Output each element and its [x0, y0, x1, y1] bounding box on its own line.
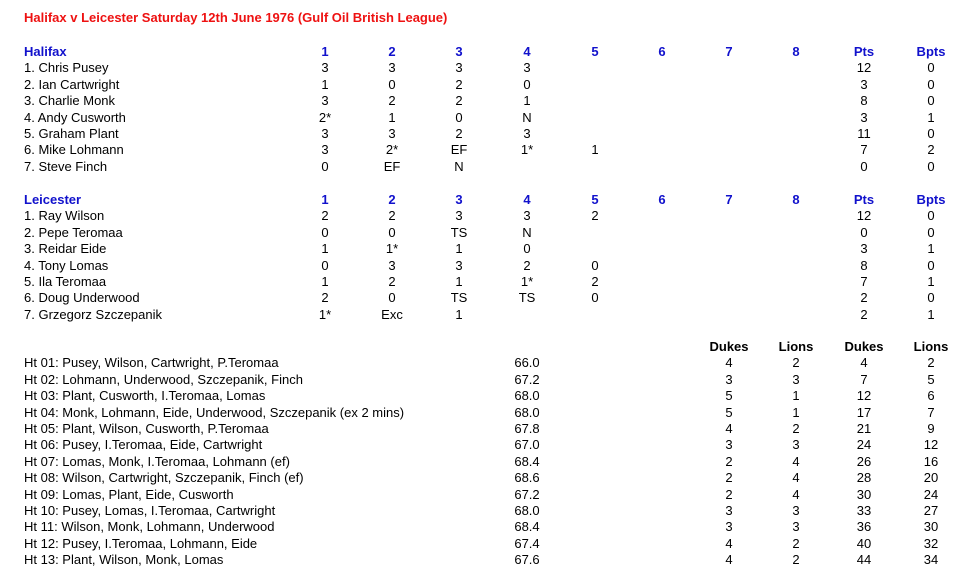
heat-dukes-total: 36 [856, 519, 872, 535]
heat-description: Ht 06: Pusey, I.Teromaa, Eide, Cartwright [24, 437, 263, 453]
heat-score: 1* [520, 142, 534, 158]
heat-row [0, 470, 979, 486]
heat-dukes-total: 17 [856, 404, 872, 420]
rider-points: 7 [860, 274, 868, 289]
heat-score: TS [450, 224, 468, 240]
heat-dukes-points: 2 [725, 470, 733, 486]
heat-score: 3 [321, 93, 329, 109]
column-header: 8 [792, 192, 800, 207]
heat-score: 2 [591, 208, 599, 224]
heat-lions-points: 2 [792, 355, 800, 371]
heat-time: 67.4 [514, 535, 540, 551]
heat-dukes-points: 5 [725, 404, 733, 420]
rider-row [0, 274, 979, 290]
heat-dukes-total: 33 [856, 503, 872, 518]
rider-points: 3 [860, 241, 868, 257]
heat-row [0, 405, 979, 421]
heat-score: 3 [455, 60, 463, 76]
rider-bonus-points: 0 [927, 224, 935, 240]
heat-score: 0 [388, 290, 396, 306]
heat-dukes-total: 7 [860, 371, 868, 387]
rider-name: 2. Ian Cartwright [24, 76, 120, 92]
heat-score: 0 [321, 257, 329, 273]
heat-lions-points: 1 [792, 404, 800, 420]
heat-score: 1 [388, 109, 396, 125]
heat-lions-total: 20 [923, 470, 939, 486]
heat-time: 68.0 [514, 503, 540, 518]
rider-points: 2 [860, 306, 868, 322]
rider-name: 6. Doug Underwood [24, 290, 140, 306]
heat-column-header: Dukes [844, 339, 884, 354]
column-header: 8 [792, 44, 800, 59]
rider-points: 11 [857, 126, 871, 141]
heat-description: Ht 03: Plant, Cusworth, I.Teromaa, Lomas [24, 388, 266, 404]
heat-time: 68.4 [514, 453, 540, 469]
rider-name: 3. Reidar Eide [24, 241, 107, 257]
column-header: 7 [725, 44, 733, 59]
heat-lions-total: 6 [927, 388, 935, 404]
heat-dukes-points: 2 [725, 486, 733, 502]
heat-dukes-total: 30 [856, 486, 872, 502]
heat-row [0, 536, 979, 552]
column-header: 7 [725, 192, 733, 207]
rider-points: 12 [856, 60, 872, 76]
rider-row [0, 208, 979, 224]
rider-row [0, 126, 979, 142]
rider-row [0, 290, 979, 306]
rider-row [0, 159, 979, 175]
column-header: 2 [388, 192, 396, 207]
heat-score: 2 [321, 208, 329, 224]
rider-name: 7. Steve Finch [24, 158, 108, 174]
heat-row [0, 388, 979, 404]
heat-dukes-points: 5 [725, 388, 733, 404]
rider-name: 2. Pepe Teromaa [24, 224, 123, 240]
heat-score: 1 [321, 76, 329, 92]
heat-score: 1 [455, 306, 463, 322]
heat-lions-points: 3 [792, 519, 800, 535]
column-header: Pts [853, 192, 875, 207]
heat-row [0, 519, 979, 535]
heat-dukes-total: 4 [860, 355, 868, 371]
rider-row [0, 258, 979, 274]
heat-score: 2* [385, 142, 399, 158]
heat-description: Ht 10: Pusey, Lomas, I.Teromaa, Cartwright [24, 503, 276, 518]
heat-score: 2* [318, 109, 332, 125]
rider-row [0, 307, 979, 323]
heat-score: EF [383, 158, 401, 174]
column-header: 3 [455, 44, 463, 59]
column-header: Bpts [916, 44, 946, 59]
rider-row [0, 110, 979, 126]
heat-description: Ht 04: Monk, Lohmann, Eide, Underwood, Szczepanik (ex 2 mins) [24, 404, 405, 420]
rider-name: 4. Tony Lomas [24, 257, 109, 273]
rider-row [0, 142, 979, 158]
heat-lions-total: 12 [923, 437, 939, 453]
heat-dukes-points: 4 [725, 421, 733, 436]
heat-score: 0 [523, 76, 531, 92]
heat-row [0, 503, 979, 519]
heat-lions-points: 3 [792, 371, 800, 387]
heat-score: 3 [455, 257, 463, 273]
team-header-row [0, 192, 979, 208]
column-header: 1 [321, 44, 329, 59]
column-header: 6 [658, 192, 666, 207]
heat-lions-points: 4 [792, 470, 800, 486]
rider-points: 0 [860, 158, 868, 174]
heat-lions-total: 30 [923, 519, 939, 535]
heat-score: 0 [591, 257, 599, 273]
heat-score: 0 [455, 109, 463, 125]
heat-score: 2 [455, 93, 463, 109]
rider-bonus-points: 2 [927, 142, 935, 158]
heat-lions-total: 7 [927, 404, 935, 420]
heat-time: 68.6 [514, 470, 540, 486]
heat-column-header: Dukes [709, 339, 749, 354]
heat-description: Ht 01: Pusey, Wilson, Cartwright, P.Teromaa [24, 355, 279, 371]
heat-score: 2 [321, 290, 329, 306]
rider-points: 8 [860, 93, 868, 109]
rider-name: 5. Graham Plant [24, 126, 119, 141]
heat-score: 3 [388, 257, 396, 273]
heat-lions-total: 5 [927, 371, 935, 387]
rider-row [0, 60, 979, 76]
heat-score: N [454, 158, 464, 174]
rider-bonus-points: 1 [927, 306, 935, 322]
column-header: Pts [853, 44, 875, 59]
heat-dukes-points: 2 [725, 453, 733, 469]
heat-dukes-points: 4 [725, 552, 733, 568]
rider-name: 1. Ray Wilson [24, 208, 105, 224]
heat-lions-points: 2 [792, 421, 800, 436]
heat-dukes-total: 12 [856, 388, 872, 404]
rider-bonus-points: 0 [927, 126, 935, 141]
rider-points: 0 [860, 224, 868, 240]
rider-bonus-points: 0 [927, 76, 935, 92]
rider-bonus-points: 1 [927, 274, 935, 289]
heat-dukes-total: 44 [856, 552, 872, 568]
heat-description: Ht 11: Wilson, Monk, Lohmann, Underwood [24, 519, 275, 535]
heat-time: 68.0 [514, 388, 540, 404]
rider-name: 4. Andy Cusworth [24, 109, 126, 125]
rider-name: 6. Mike Lohmann [24, 142, 124, 158]
rider-name: 5. Ila Teromaa [24, 274, 107, 289]
heat-description: Ht 12: Pusey, I.Teromaa, Lohmann, Eide [24, 535, 258, 551]
heat-score: N [522, 224, 532, 240]
heat-time: 67.0 [514, 437, 540, 453]
heat-dukes-total: 40 [856, 535, 872, 551]
heat-description: Ht 08: Wilson, Cartwright, Szczepanik, Finch (ef) [24, 470, 304, 486]
heat-column-header: Lions [778, 339, 814, 354]
rider-points: 2 [860, 290, 868, 306]
heat-description: Ht 13: Plant, Wilson, Monk, Lomas [24, 552, 224, 568]
rider-bonus-points: 0 [927, 257, 935, 273]
rider-points: 7 [860, 142, 868, 158]
heat-lions-points: 4 [792, 486, 800, 502]
heat-score: 3 [388, 60, 396, 76]
rider-row [0, 77, 979, 93]
team-name: Leicester [24, 192, 82, 207]
heat-score: EF [450, 142, 468, 158]
heat-score: 3 [321, 126, 329, 141]
rider-bonus-points: 0 [927, 290, 935, 306]
rider-name: 3. Charlie Monk [24, 93, 116, 109]
column-header: 3 [455, 192, 463, 207]
heat-row [0, 421, 979, 437]
heat-score: TS [518, 290, 536, 306]
heat-score: 2 [388, 208, 396, 224]
heat-time: 68.4 [514, 519, 540, 535]
heat-time: 68.0 [514, 404, 540, 420]
heat-row [0, 552, 979, 568]
heat-lions-points: 2 [792, 552, 800, 568]
heat-dukes-total: 24 [856, 437, 872, 453]
heat-score: 3 [321, 60, 329, 76]
rider-row [0, 225, 979, 241]
column-header: 1 [321, 192, 329, 207]
heat-dukes-total: 21 [856, 421, 872, 436]
heat-lions-points: 3 [792, 437, 800, 453]
rider-bonus-points: 1 [927, 241, 935, 257]
heat-dukes-total: 28 [856, 470, 872, 486]
heat-score: TS [450, 290, 468, 306]
column-header: 5 [591, 44, 599, 59]
heat-time: 67.6 [514, 552, 540, 568]
heat-description: Ht 09: Lomas, Plant, Eide, Cusworth [24, 486, 234, 502]
column-header: Bpts [916, 192, 946, 207]
heat-score: 2 [455, 76, 463, 92]
column-header: 4 [523, 44, 531, 59]
rider-bonus-points: 0 [927, 93, 935, 109]
heat-score: 0 [523, 241, 531, 257]
heat-score: 1 [455, 274, 463, 289]
heat-score: 3 [455, 208, 463, 224]
heat-score: 1 [523, 93, 531, 109]
rider-bonus-points: 0 [927, 158, 935, 174]
heat-lions-points: 1 [792, 388, 800, 404]
heat-row [0, 454, 979, 470]
heat-lions-total: 27 [923, 503, 939, 518]
heat-row [0, 437, 979, 453]
heat-score: 1 [321, 241, 329, 257]
heat-lions-total: 16 [923, 453, 939, 469]
heat-lions-points: 3 [792, 503, 800, 518]
heat-score: 3 [523, 126, 531, 141]
heat-description: Ht 05: Plant, Wilson, Cusworth, P.Teromaa [24, 421, 269, 436]
heat-lions-total: 9 [927, 421, 935, 436]
heat-dukes-total: 26 [856, 453, 872, 469]
heat-lions-total: 32 [923, 535, 939, 551]
heat-lions-points: 2 [792, 535, 800, 551]
heat-score: 0 [388, 224, 396, 240]
rider-name: 7. Grzegorz Szczepanik [24, 306, 163, 322]
heat-score: 0 [591, 290, 599, 306]
heat-score: 0 [388, 76, 396, 92]
heat-score: 3 [523, 208, 531, 224]
heat-time: 67.2 [514, 371, 540, 387]
heat-lions-total: 2 [927, 355, 935, 371]
team-name: Halifax [24, 44, 67, 59]
heat-lions-points: 4 [792, 453, 800, 469]
heat-dukes-points: 4 [725, 355, 733, 371]
heat-score: 0 [321, 224, 329, 240]
heat-lions-total: 34 [923, 552, 939, 568]
page-title: Halifax v Leicester Saturday 12th June 1976 (Gulf Oil British League) [24, 10, 448, 25]
heat-score: 2 [591, 274, 599, 289]
column-header: 4 [523, 192, 531, 207]
heat-score: 3 [523, 60, 531, 76]
heat-score: 2 [388, 93, 396, 109]
heat-column-header: Lions [913, 339, 949, 354]
heat-time: 67.8 [514, 421, 540, 436]
rider-points: 8 [860, 257, 868, 273]
heat-score: 1 [321, 274, 329, 289]
team-header-row [0, 44, 979, 60]
heat-score: 2 [455, 126, 463, 141]
heat-dukes-points: 3 [725, 519, 733, 535]
heat-description: Ht 02: Lohmann, Underwood, Szczepanik, Finch [24, 371, 303, 387]
heat-dukes-points: 4 [725, 535, 733, 551]
column-header: 6 [658, 44, 666, 59]
rider-row [0, 93, 979, 109]
heat-score: 2 [388, 274, 396, 289]
rider-points: 3 [860, 109, 868, 125]
rider-points: 3 [860, 76, 868, 92]
heat-lions-total: 24 [923, 486, 939, 502]
heat-score: 3 [321, 142, 329, 158]
rider-row [0, 241, 979, 257]
heat-time: 66.0 [514, 355, 540, 371]
heat-score: N [522, 109, 532, 125]
heat-score: 0 [321, 158, 329, 174]
heat-dukes-points: 3 [725, 503, 733, 518]
rider-bonus-points: 0 [927, 208, 935, 224]
heat-dukes-points: 3 [725, 371, 733, 387]
heat-score: 1* [318, 306, 332, 322]
rider-points: 12 [856, 208, 872, 224]
heat-score: 1 [591, 142, 599, 158]
heat-score: 1 [455, 241, 463, 257]
heat-row [0, 372, 979, 388]
column-header: 2 [388, 44, 396, 59]
heat-score: 1* [385, 241, 399, 257]
heat-score: Exc [381, 306, 403, 322]
column-header: 5 [591, 192, 599, 207]
heat-row [0, 355, 979, 371]
heat-header-row [0, 339, 979, 355]
rider-bonus-points: 0 [927, 60, 935, 76]
heat-dukes-points: 3 [725, 437, 733, 453]
heat-score: 1* [520, 274, 534, 289]
heat-score: 2 [523, 257, 531, 273]
heat-score: 3 [388, 126, 396, 141]
rider-bonus-points: 1 [927, 109, 935, 125]
heat-row [0, 487, 979, 503]
rider-name: 1. Chris Pusey [24, 60, 109, 76]
heat-time: 67.2 [514, 486, 540, 502]
heat-description: Ht 07: Lomas, Monk, I.Teromaa, Lohmann (ef) [24, 453, 290, 469]
